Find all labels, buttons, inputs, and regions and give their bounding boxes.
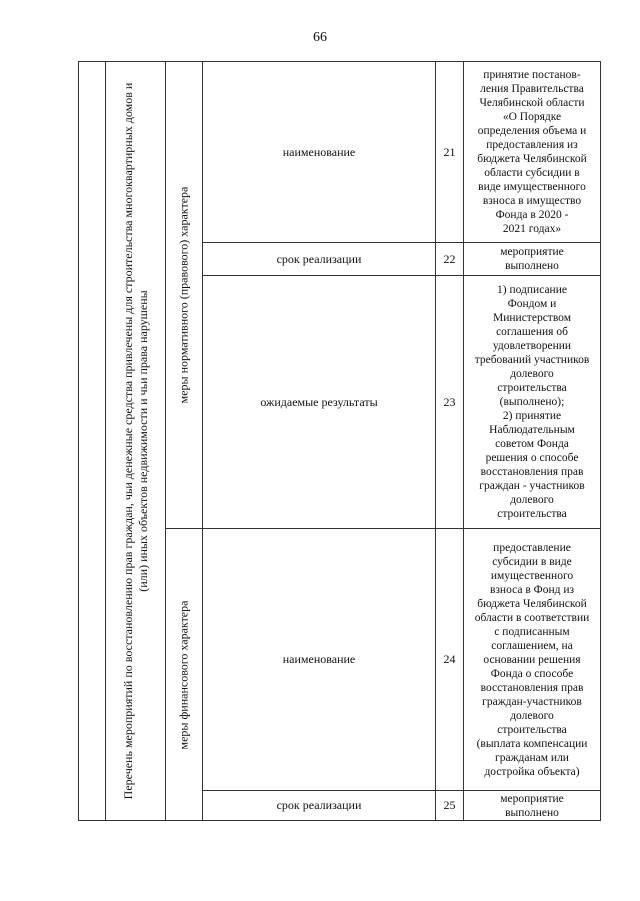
measures-table [78, 61, 601, 821]
row-number: 25 [436, 791, 464, 821]
row-value [464, 529, 601, 791]
section-title: Перечень мероприятий по восстановлению прав граждан, чьи денежные средства привлечены для строительства многоквартирных домов и (или) иных объектов недвижимости и чьи права нарушены [120, 82, 150, 800]
row-number: 23 [436, 276, 464, 529]
row-name: срок реализации [203, 243, 436, 276]
row-name: срок реализации [203, 791, 436, 821]
row-value [464, 276, 601, 529]
row-value-text: мероприятие выполнено [500, 792, 564, 819]
group-label-legal: меры нормативного (правового) характера [176, 186, 191, 404]
row-value-text: 1) подписание Фондом и Министерством соглашения об удовлетворении требований участников долевого строительства (выполнено); 2) принятие Наблюдательным советом Фонда решения о способе восстановления прав граждан - участников долевого строительства [474, 284, 590, 520]
row-name: наименование [203, 62, 436, 243]
row-value [464, 243, 601, 276]
row-number: 22 [436, 243, 464, 276]
row-value [464, 791, 601, 821]
row-number: 21 [436, 62, 464, 243]
row-name: ожидаемые результаты [203, 276, 436, 529]
table-row [79, 62, 601, 243]
row-value-text: принятие постанов- ления Правительства Челябинской области «О Порядке определения объема и предоставления из бюджета Челябинской области субсидии в виде имущественного взноса в имущество Фонда в 2020 - 2021 годах» [477, 69, 587, 235]
row-name: наименование [203, 529, 436, 791]
row-value [464, 62, 601, 243]
row-value-text: мероприятие выполнено [500, 246, 564, 272]
empty-first-column [79, 62, 106, 821]
group-label-cell-legal [166, 62, 203, 529]
page-number: 66 [313, 30, 327, 45]
group-label-cell-financial [166, 529, 203, 821]
row-number: 24 [436, 529, 464, 791]
row-value-text: предоставление субсидии в виде имущественного взноса в Фонд из бюджета Челябинской области в соответствии с подписанным соглашением, на основании решения Фонда о способе восстановления прав граждан-участников долевого строительства (выплата компенсации гражданам или достройка объекта) [474, 541, 590, 778]
section-title-cell [106, 62, 166, 821]
group-label-financial: меры финансового характера [176, 600, 191, 749]
